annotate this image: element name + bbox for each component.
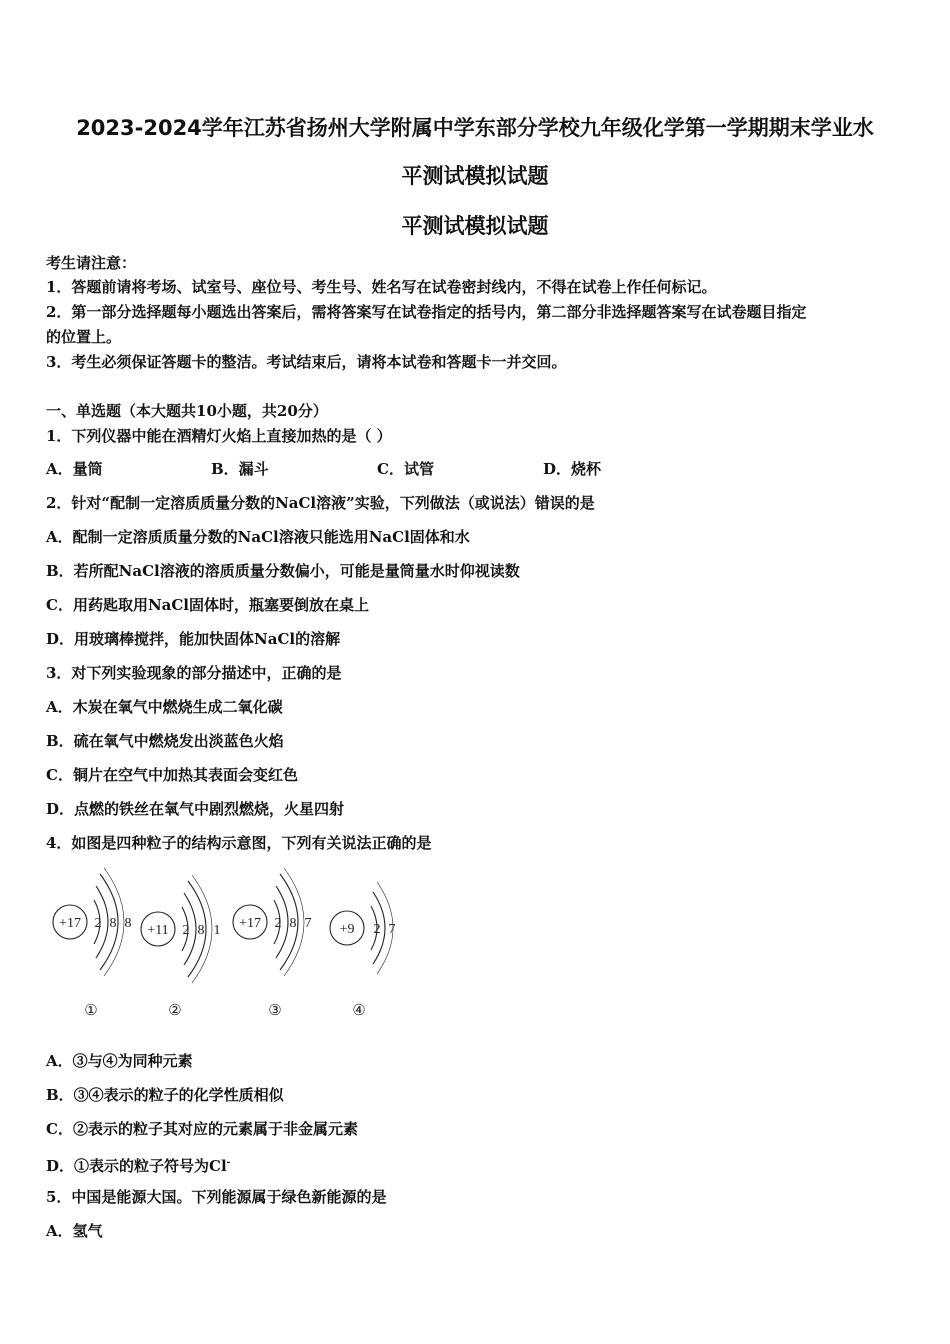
particle-2-shell-2: 8 bbox=[197, 923, 205, 938]
page-title-line-3: 平测试模拟试题 bbox=[401, 214, 549, 238]
particle-1-shell-1: 2 bbox=[94, 916, 102, 931]
notice-heading: 考生请注意： bbox=[46, 254, 137, 272]
notice-item-2-cont: 的位置上。 bbox=[46, 328, 122, 346]
question-5-stem: 5．中国是能源大国。下列能源属于绿色新能源的是 bbox=[46, 1188, 387, 1206]
q1-option-d: D．烧杯 bbox=[543, 460, 602, 478]
particle-2-nucleus: +11 bbox=[147, 923, 169, 938]
q1-option-b: B．漏斗 bbox=[211, 460, 269, 478]
q3-option-d: D．点燃的铁丝在氧气中剧烈燃烧，火星四射 bbox=[46, 800, 345, 818]
q2-option-a: A．配制一定溶质质量分数的NaCl溶液只能选用NaCl固体和水 bbox=[46, 528, 470, 546]
particle-2-label: ② bbox=[168, 1003, 182, 1019]
q4-option-d-charge: - bbox=[226, 1158, 231, 1168]
question-1-stem: 1．下列仪器中能在酒精灯火焰上直接加热的是（ ） bbox=[46, 427, 392, 445]
particle-2-shell-1: 2 bbox=[182, 923, 190, 938]
particle-1-shell-2: 8 bbox=[109, 916, 117, 931]
q1-option-a: A．量筒 bbox=[46, 460, 103, 478]
notice-item-3: 3．考生必须保证答题卡的整洁。考试结束后，请将本试卷和答题卡一并交回。 bbox=[46, 353, 567, 371]
particle-3-nucleus: +17 bbox=[239, 916, 261, 931]
question-2-stem: 2．针对“配制一定溶质质量分数的NaCl溶液”实验，下列做法（或说法）错误的是 bbox=[46, 494, 595, 512]
particle-1-shell-3: 8 bbox=[124, 916, 132, 931]
particle-3-shell-3: 7 bbox=[304, 916, 312, 931]
notice-item-2: 2．第一部分选择题每小题选出答案后，需将答案写在试卷指定的括号内，第二部分非选择题答案写在试卷题目指定 bbox=[46, 303, 807, 321]
page-title-line-1: 2023-2024学年江苏省扬州大学附属中学东部分学校九年级化学第一学期期末学业水 bbox=[76, 116, 874, 140]
q4-option-a: A．③与④为同种元素 bbox=[46, 1052, 193, 1070]
particle-1-nucleus: +17 bbox=[59, 916, 81, 931]
q2-option-d: D．用玻璃棒搅拌，能加快固体NaCl的溶解 bbox=[46, 630, 341, 648]
q3-option-a: A．木炭在氧气中燃烧生成二氧化碳 bbox=[46, 698, 283, 716]
particle-3-shell-1: 2 bbox=[274, 916, 282, 931]
particle-3-label: ③ bbox=[268, 1003, 282, 1019]
particle-2-shell-3: 1 bbox=[213, 923, 221, 938]
q4-option-d bbox=[46, 1152, 230, 1177]
particle-4-nucleus: +9 bbox=[339, 922, 355, 937]
particle-3-shell-2: 8 bbox=[289, 916, 297, 931]
q3-option-b: B．硫在氧气中燃烧发出淡蓝色火焰 bbox=[46, 732, 284, 750]
particle-1-label: ① bbox=[84, 1003, 98, 1019]
particle-structure-figure bbox=[40, 862, 420, 1027]
q5-option-a: A．氢气 bbox=[46, 1222, 103, 1240]
q4-option-d-text: D．①表示的粒子符号为Cl bbox=[46, 1157, 227, 1175]
q1-option-c: C．试管 bbox=[377, 460, 434, 478]
notice-item-1: 1．答题前请将考场、试室号、座位号、考生号、姓名写在试卷密封线内，不得在试卷上作任何标记。 bbox=[46, 278, 717, 296]
q4-option-c: C．②表示的粒子其对应的元素属于非金属元素 bbox=[46, 1120, 358, 1138]
question-4-stem: 4．如图是四种粒子的结构示意图，下列有关说法正确的是 bbox=[46, 834, 432, 852]
q4-option-b: B．③④表示的粒子的化学性质相似 bbox=[46, 1086, 284, 1104]
particle-4-label: ④ bbox=[352, 1003, 366, 1019]
particle-4-shell-2: 7 bbox=[388, 922, 396, 937]
page-title-line-2: 平测试模拟试题 bbox=[401, 164, 549, 188]
section-heading: 一、单选题（本大题共10小题，共20分） bbox=[46, 402, 328, 420]
question-3-stem: 3．对下列实验现象的部分描述中，正确的是 bbox=[46, 664, 342, 682]
particle-4-shell-1: 2 bbox=[373, 922, 381, 937]
q3-option-c: C．铜片在空气中加热其表面会变红色 bbox=[46, 766, 298, 784]
q2-option-c: C．用药匙取用NaCl固体时，瓶塞要倒放在桌上 bbox=[46, 596, 370, 614]
q2-option-b: B．若所配NaCl溶液的溶质质量分数偏小，可能是量筒量水时仰视读数 bbox=[46, 562, 520, 580]
